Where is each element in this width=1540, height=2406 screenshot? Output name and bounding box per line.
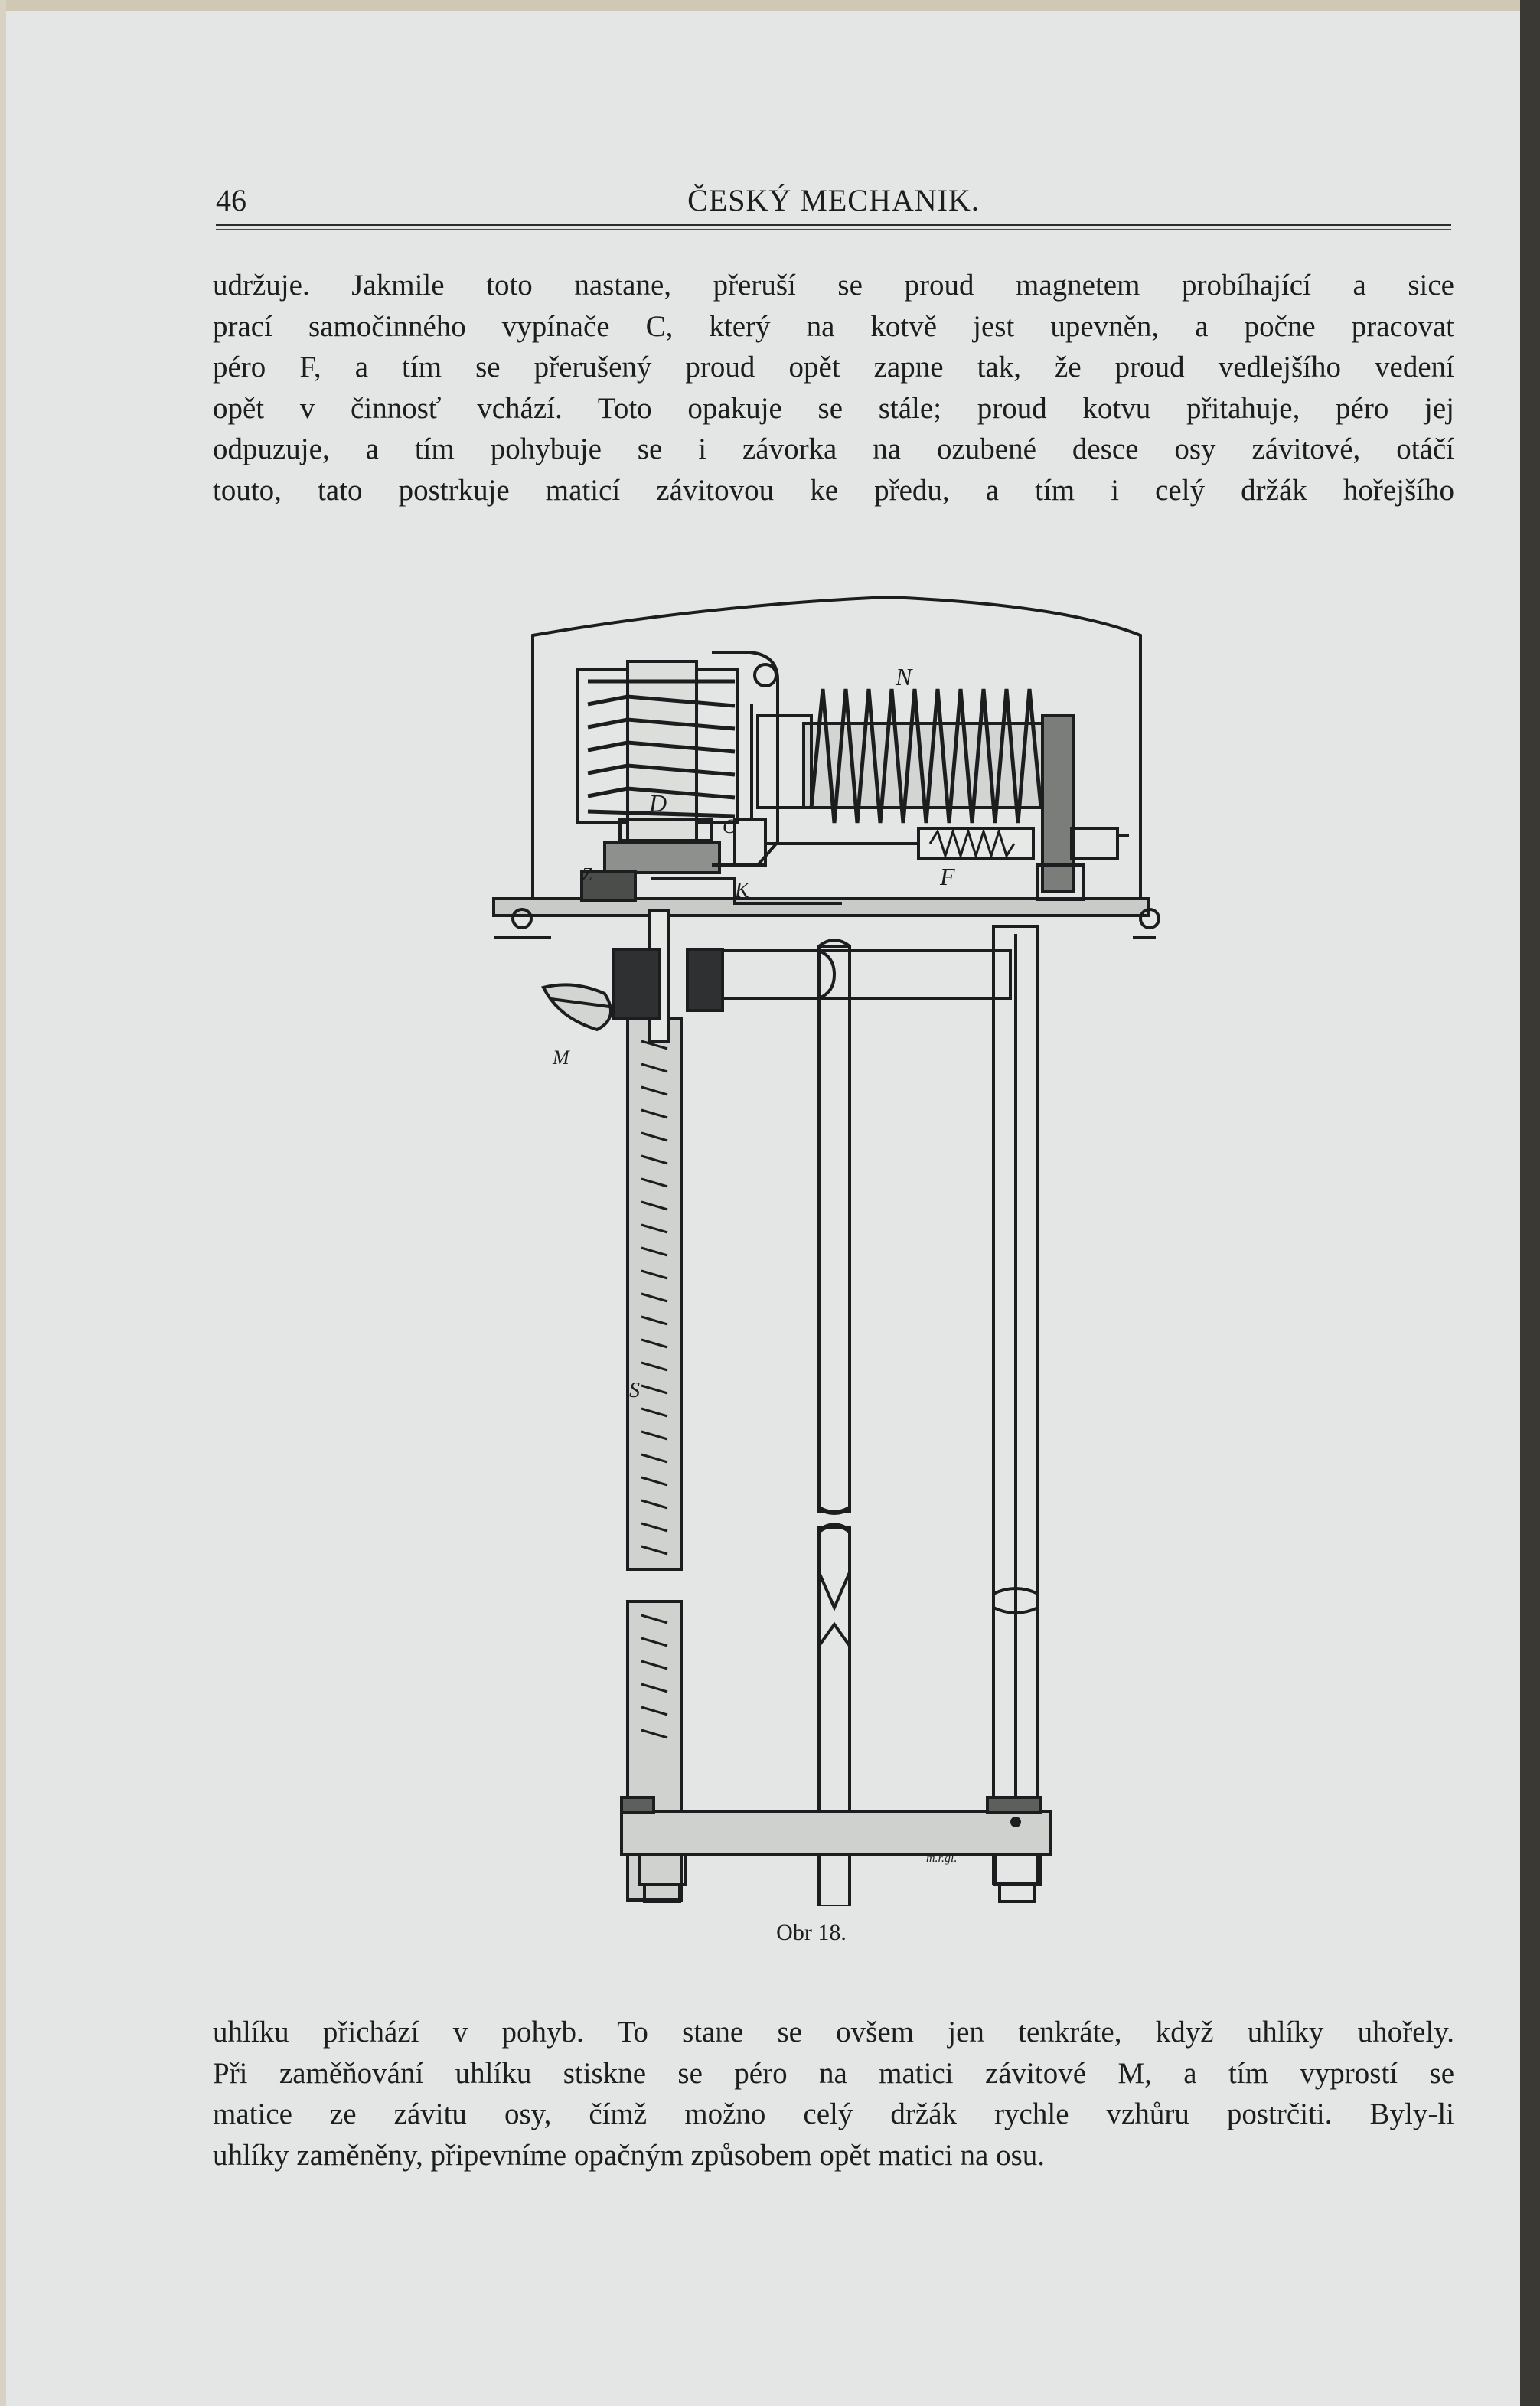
bottom-nut-right: [995, 1854, 1041, 1885]
label-M: M: [553, 1046, 569, 1069]
paragraph-2: [213, 2012, 1454, 2176]
label-S: S: [629, 1379, 640, 1402]
text-line: uhlíky zaměněny, připevníme opačným způsobem opět matici na osu.: [213, 2138, 1046, 2172]
scan-edge-top: [0, 0, 1540, 11]
carbon-tip-lower: [819, 1624, 850, 1646]
text-line: udržuje. Jakmile toto nastane, přeruší se proud magnetem probíhající a sice: [213, 269, 1454, 302]
contact-C: [735, 819, 765, 865]
header-rule: [216, 224, 1451, 226]
nut-M: [614, 949, 660, 1018]
engraver-signature: m.r.gl.: [926, 1852, 958, 1865]
header-rule-thin: [216, 229, 1451, 230]
text-line: opět v činnosť vchází. Toto opakuje se stále; proud kotvu přitahuje, péro jej: [213, 391, 1454, 425]
running-title: ČESKÝ MECHANIK.: [687, 183, 980, 217]
carbon-tip-upper: [819, 1572, 850, 1608]
spring-clip-M: [543, 984, 611, 1030]
text-line: péro F, a tím se přerušený proud opět zapne tak, že proud vedlejšího vedení: [213, 351, 1454, 384]
figure-caption: Obr 18.: [776, 1920, 847, 1945]
text-line: Při zaměňování uhlíku stiskne se péro na matici závitové M, a tím vyprostí se: [213, 2056, 1454, 2090]
page-number: 46: [216, 183, 246, 217]
label-D: D: [649, 789, 667, 817]
threaded-screw-S: [628, 1018, 681, 1569]
text-line: uhlíku přichází v pohyb. To stane se ovšem jen tenkráte, když uhlíky uhořely.: [213, 2016, 1454, 2049]
scan-edge-left: [0, 0, 6, 2406]
bottom-bar: [622, 1811, 1050, 1854]
label-K: K: [735, 879, 749, 903]
paragraph-1: [213, 265, 1454, 511]
running-head: [216, 182, 1451, 228]
text-line: matice ze závitu osy, čímž možno celý držák rychle vzhůru postrčiti. Byly-li: [213, 2097, 1454, 2130]
text-line: prací samočinného vypínače C, který na kotvě jest upevněn, a počne pracovat: [213, 309, 1454, 343]
label-F: F: [940, 863, 955, 890]
label-N: N: [896, 663, 912, 690]
carbon-holder-top: [819, 946, 850, 1511]
label-C: C: [723, 815, 736, 837]
scan-edge-right: [1520, 0, 1540, 2406]
text-line: odpuzuje, a tím pohybuje se i závorka na ozubené desce osy závitové, otáčí: [213, 433, 1454, 465]
text-line: touto, tato postrkuje maticí závitovou ke předu, a tím i celý držák hořejšího: [213, 473, 1454, 507]
label-Z: Z: [582, 865, 592, 885]
arc-lamp-mechanism-figure: [482, 589, 1171, 1906]
